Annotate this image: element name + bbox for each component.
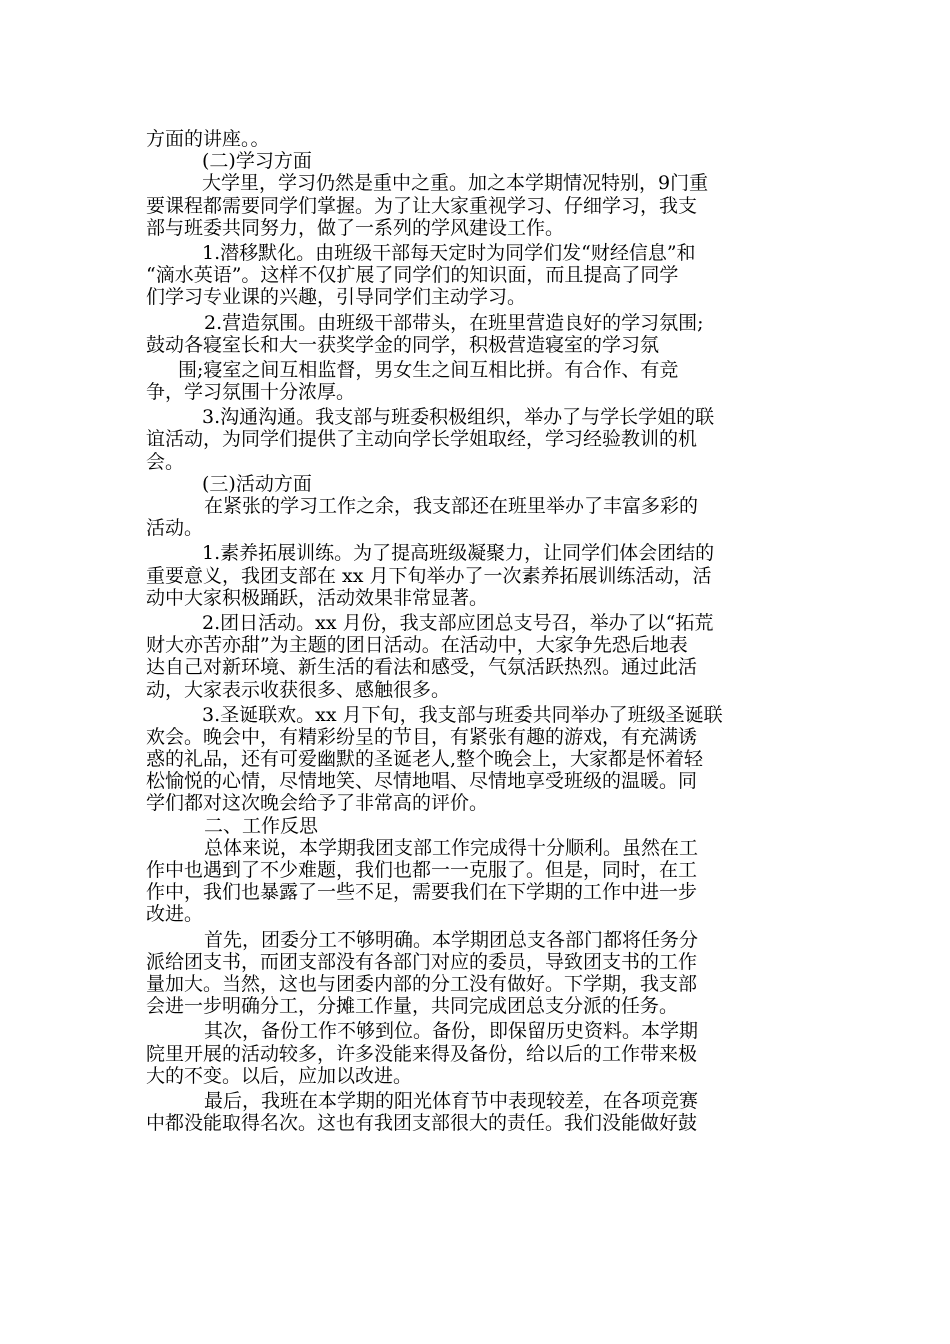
- text-line: 活动。: [146, 517, 204, 540]
- text-line: 惑的礼品，还有可爱幽默的圣诞老人,整个晚会上，大家都是怀着轻: [146, 748, 704, 771]
- text-line: 方面的讲座。。: [146, 128, 270, 150]
- text-line: 作中也遇到了不少难题，我们也都一一克服了。但是，同时，在工: [146, 859, 698, 881]
- text-line: 首先，团委分工不够明确。本学期团总支各部门都将任务分: [204, 928, 699, 951]
- text-line: 其次，备份工作不够到位。备份，即保留历史资料。本学期: [204, 1020, 699, 1043]
- text-line: (二)学习方面: [202, 150, 312, 173]
- document-body: [146, 128, 808, 1134]
- text-line: 大的不变。以后，应加以改进。: [146, 1064, 413, 1087]
- text-line: 松愉悦的心情，尽情地笑、尽情地唱、尽情地享受班级的温暖。同: [146, 770, 698, 793]
- text-line: 二、工作反思: [204, 814, 319, 837]
- text-line: 最后，我班在本学期的阳光体育节中表现较差，在各项竞赛: [204, 1089, 699, 1112]
- text-line: 院里开展的活动较多，许多没能来得及备份，给以后的工作带来极: [146, 1042, 698, 1065]
- text-line: (三)活动方面: [202, 472, 312, 495]
- text-line: 要课程都需要同学们掌握。为了让大家重视学习、仔细学习，我支: [146, 194, 698, 217]
- text-line: “滴水英语”。这样不仅扩展了同学们的知识面，而且提高了同学: [146, 264, 679, 287]
- text-line: 财大亦苦亦甜”为主题的团日活动。在活动中，大家争先恐后地表: [146, 634, 688, 657]
- text-line: 作中，我们也暴露了一些不足，需要我们在下学期的工作中进一步: [146, 881, 698, 904]
- text-line: 在紧张的学习工作之余，我支部还在班里举办了丰富多彩的: [204, 495, 699, 517]
- text-line: 2.团日活动。xx 月份，我支部应团总支号召，举办了以“拓荒: [202, 611, 714, 634]
- text-line: 派给团支书，而团支部没有各部门对应的委员，导致团支书的工作: [146, 950, 698, 973]
- text-line: 部与班委共同努力，做了一系列的学风建设工作。: [146, 216, 565, 239]
- text-line: 们学习专业课的兴趣，引导同学们主动学习。: [146, 286, 527, 309]
- text-line: 重要意义，我团支部在 xx 月下旬举办了一次素养拓展训练活动，活: [146, 564, 712, 587]
- text-line: 鼓动各寝室长和大一获奖学金的同学，积极营造寝室的学习氛: [146, 333, 660, 356]
- text-line: 争，学习氛围十分浓厚。: [146, 381, 356, 404]
- text-line: 谊活动，为同学们提供了主动向学长学姐取经，学习经验教训的机: [146, 428, 698, 451]
- text-line: 总体来说，本学期我团支部工作完成得十分顺利。虽然在工: [204, 836, 699, 859]
- text-line: 量加大。当然，这也与团委内部的分工没有做好。下学期，我支部: [146, 972, 698, 995]
- text-line: 欢会。晚会中，有精彩纷呈的节目，有紧张有趣的游戏，有充满诱: [146, 725, 698, 748]
- text-line: 中都没能取得名次。这也有我团支部很大的责任。我们没能做好鼓: [146, 1112, 698, 1135]
- text-line: 改进。: [146, 903, 204, 926]
- text-line: 3.圣诞联欢。xx 月下旬，我支部与班委共同举办了班级圣诞联: [202, 703, 723, 726]
- text-line: 大学里，学习仍然是重中之重。加之本学期情况特别，9门重: [202, 172, 709, 195]
- text-line: 围;寝室之间互相监督，男女生之间互相比拼。有合作、有竞: [178, 358, 679, 381]
- text-line: 达自己对新环境、新生活的看法和感受，气氛活跃热烈。通过此活: [146, 656, 698, 679]
- text-line: 动中大家积极踊跃，活动效果非常显著。: [146, 586, 489, 609]
- text-line: 会。: [146, 450, 185, 473]
- text-line: 学们都对这次晚会给予了非常高的评价。: [146, 792, 489, 815]
- text-line: 3.沟通沟通。我支部与班委积极组织，举办了与学长学姐的联: [202, 406, 715, 429]
- text-line: 2.营造氛围。由班级干部带头，在班里营造良好的学习氛围;: [204, 311, 704, 334]
- text-line: 1.潜移默化。由班级干部每天定时为同学们发“财经信息”和: [202, 241, 696, 264]
- text-line: 1.素养拓展训练。为了提高班级凝聚力，让同学们体会团结的: [202, 542, 715, 565]
- text-line: 动，大家表示收获很多、感触很多。: [146, 678, 451, 701]
- text-line: 会进一步明确分工，分摊工作量，共同完成团总支分派的任务。: [146, 995, 679, 1018]
